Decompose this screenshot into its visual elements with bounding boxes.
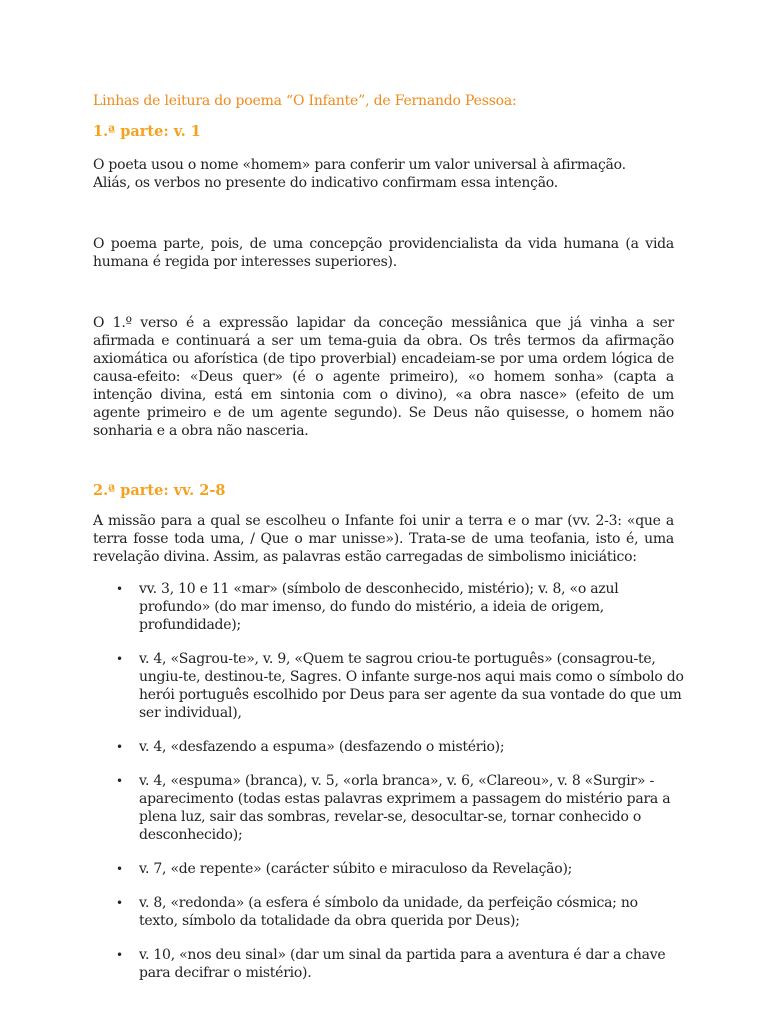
list-item (93, 946, 679, 982)
bullet-icon: • (116, 896, 123, 910)
list-item (93, 894, 679, 930)
part1-heading: 1.ª parte: v. 1 (93, 123, 201, 140)
part1-paragraph-1: O poeta usou o nome «homem» para conferir um valor universal à afirmação. Aliás, os verbos no presente do indicativo confirmam essa intenção. (93, 157, 626, 191)
bullet-icon: • (116, 582, 123, 596)
list-item-text: v. 4, «Sagrou-te», v. 9, «Quem te sagrou criou-te português» (consagrou-te, ungiu-te, destinou-te, Sagres. O infante surge-nos aqui mais como o símbolo do herói português escolhido por Deus para ser agente da sua vontade do que um ser individual), (139, 651, 684, 721)
list-item-text: v. 4, «desfazendo a espuma» (desfazendo o mistério); (139, 739, 505, 755)
bullet-icon: • (116, 774, 123, 788)
list-item-text: v. 7, «de repente» (carácter súbito e miraculoso da Revelação); (139, 861, 573, 877)
part2-heading: 2.ª parte: vv. 2-8 (93, 482, 226, 499)
list-item (93, 650, 689, 722)
bullet-icon: • (116, 862, 123, 876)
list-item (93, 860, 679, 878)
part1-paragraph-3: O 1.º verso é a expressão lapidar da conceção messiânica que já vinha a ser afirmada e continuará a ser um tema-guia da obra. Os três termos da afirmação axiomática ou aforística (de tipo proverbial) encadeiam-se por uma ordem lógica de causa-efeito: «Deus quer» (é o agente primeiro), «o homem sonha» (capta a intenção divina, está em sintonia com o divino), «a obra nasce» (efeito de um agente primeiro e de um agente segundo). Se Deus não quisesse, o homem não sonharia e a obra não nasceria. (93, 315, 674, 439)
list-item-text: v. 4, «espuma» (branca), v. 5, «orla branca», v. 6, «Clareou», v. 8 «Surgir» - aparecimento (todas estas palavras exprimem a passagem do mistério para a plena luz, sair das sombras, revelar-se, desocultar-se, tornar conhecido o desconhecido); (139, 773, 671, 843)
part1-paragraph-2: O poema parte, pois, de uma concepção providencialista da vida humana (a vida humana é regida por interesses superiores). (93, 236, 674, 270)
bullet-icon: • (116, 652, 123, 666)
part2-intro: A missão para a qual se escolheu o Infante foi unir a terra e o mar (vv. 2-3: «que a terra fosse toda uma, / Que o mar unisse»). Trata-se de uma teofania, isto é, uma revelação divina. Assim, as palavras estão carregadas de simbolismo iniciático: (93, 513, 674, 565)
list-item (93, 772, 679, 844)
document-title: Linhas de leitura do poema “O Infante”, de Fernando Pessoa: (93, 93, 517, 109)
bullet-icon: • (116, 740, 123, 754)
list-item-text: v. 10, «nos deu sinal» (dar um sinal da partida para a aventura é dar a chave para decifrar o mistério). (139, 947, 666, 981)
document-page (93, 92, 684, 982)
list-item (93, 738, 679, 756)
symbol-list (93, 580, 684, 982)
list-item-text: vv. 3, 10 e 11 «mar» (símbolo de desconhecido, mistério); v. 8, «o azul profundo» (do mar imenso, do fundo do mistério, a ideia de origem, profundidade); (139, 581, 619, 633)
bullet-icon: • (116, 948, 123, 962)
list-item (93, 580, 679, 634)
list-item-text: v. 8, «redonda» (a esfera é símbolo da unidade, da perfeição cósmica; no texto, símbolo da totalidade da obra querida por Deus); (139, 895, 638, 929)
